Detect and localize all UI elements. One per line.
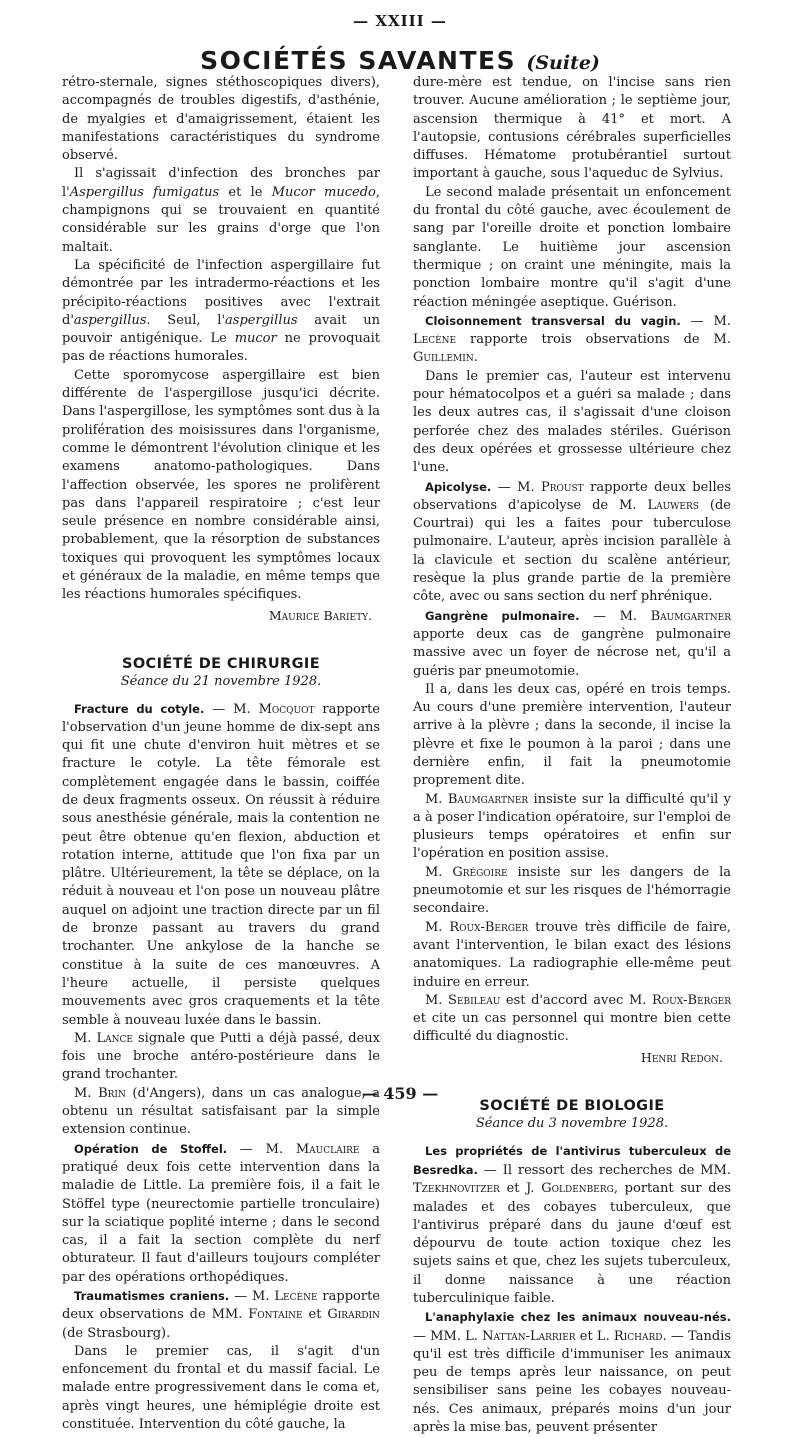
topic-keyword: L'anaphylaxie chez les animaux nouveau-nés. <box>425 1310 731 1325</box>
paragraph: Opération de Stoffel. — M. Mauclaire a pratiqué deux fois cette intervention dans la maladie de Little. La première fois, il a fait le Stöffel type (neurectomie partielle tronculaire) sur la sciatique poplité interne ; dans le second cas, il a fait la section complète du nerf obturateur. Il faut d'ailleurs toujours compléter par des opérations orthopédiques. <box>62 1141 380 1285</box>
paragraph: Cette sporomycose aspergillaire est bien différente de l'aspergillose jusqu'ici décrite. Dans l'aspergillose, les symptômes sont dus à la prolifération des moisissures dans l'organisme, comme le démontrent l'évolution clinique et les examens anatomo-pathologiques. Dans l'affection observée, les spores ne prolifèrent pas dans l'appareil respiratoire ; c'est leur seule présence en nombre considérable ainsi, probablement, que la résorption de substances toxiques qui provoquent les symptômes locaux et généraux de la maladie, en même temps que les réactions humorales spécifiques. <box>62 367 380 603</box>
topic-keyword: Apicolyse. <box>425 479 492 494</box>
section-heading: SOCIÉTÉ DE BIOLOGIE <box>479 1098 665 1115</box>
page-number: — 459 — <box>361 1084 439 1103</box>
paragraph: La spécificité de l'infection aspergillaire fut démontrée par les intradermo-réactions et les précipito-réactions positives avec l'extrait d'aspergillus. Seul, l'aspergillus avait un pouvoir antigénique. Le mucor ne provoquait pas de réactions humorales. <box>62 257 380 365</box>
paragraph: Apicolyse. — M. Proust rapporte deux belles observations d'apicolyse de M. Lauwers (de Courtrai) qui les a faites pour tuberculose pulmonaire. L'auteur, après incision parallèle à la clavicule et section du scalène antérieur, resèque la plus grande partie de la première côte, avec ou sans section du nerf phrénique. <box>413 479 731 605</box>
topic-keyword: Opération de Stoffel. <box>74 1141 228 1156</box>
paragraph: M. Roux-Berger trouve très difficile de faire, avant l'intervention, le bilan exact des lésions anatomiques. La radiographie elle-même peut induire en erreur. <box>413 919 732 990</box>
paragraph: Dans le premier cas, il s'agit d'un enfoncement du frontal et du massif facial. Le malade entre progressivement dans le coma et, après vingt heures, une hémiplégie droite est constituée. Intervention du côté gauche, la <box>62 1343 380 1433</box>
left-column <box>62 74 380 1434</box>
paragraph: Fracture du cotyle. — M. Mocquot rapporte l'observation d'un jeune homme de dix-sept ans qui fit une chute d'environ huit mètres et se fracture le cotyle. La tête fémorale est complètement engagée dans le bassin, coiffée de deux fragments osseux. On réussit à réduire sous anesthésie générale, mais la contention ne peut être obtenue qu'en flexion, abduction et rotation interne, attitude que l'on fixa par un plâtre. Ultérieurement, la tête se déplace, on la réduit à nouveau et l'on pose un nouveau plâtre auquel on adjoint une traction directe par un fil de bronze passant au travers du grand trochanter. Une ankylose de la hanche se constitue à la suite de ces manœuvres. A l'heure actuelle, il persiste quelques mouvements avec gros craquements et la tête semble à nouveau luxée dans le bassin. <box>62 701 380 1028</box>
topic-keyword: Fracture du cotyle. <box>74 701 205 716</box>
paragraph: M. Brin (d'Angers), dans un cas analogue, a obtenu un résultat satisfaisant par la simple extension continue. <box>62 1085 381 1138</box>
topic-keyword: Gangrène pulmonaire. <box>425 608 580 623</box>
paragraph: Les propriétés de l'antivirus tuberculeux de Besredka. — Il ressort des recherches de MM. Tzekhnovitzer et J. Goldenberg, portant sur des malades et des cobayes tuberculeux, que l'antivirus préparé dans du jaune d'œuf est dépourvu de toute action toxique chez les sujets sains et que, chez les sujets tuberculeux, il donne naissance à une réaction tuberculinique faible. <box>413 1143 731 1306</box>
paragraph: M. Lance signale que Putti a déjà passé, deux fois une broche antéro-postérieure dans le grand trochanter. <box>62 1030 381 1083</box>
paragraph: L'anaphylaxie chez les animaux nouveau-nés. — MM. L. Nattan-Larrier et L. Richard. — Tandis qu'il est très difficile d'immuniser les animaux peu de temps après leur naissance, on peut sensibiliser sans peine les cobayes nouveau-nés. Ces animaux, préparés moins d'un jour après la mise bas, peuvent présenter <box>413 1310 731 1436</box>
paragraph: M. Grégoire insiste sur les dangers de la pneumotomie et sur les risques de l'hémorragie secondaire. <box>413 864 732 917</box>
paragraph: dure-mère est tendue, on l'incise sans rien trouver. Aucune amélioration ; le septième jour, ascension thermique à 41° et mort. A l'autopsie, contusions cérébrales superficielles diffuses. Hématome protubérantiel surtout important à gauche, sous l'aqueduc de Sylvius. <box>413 75 731 182</box>
paragraph: Cloisonnement transversal du vagin. — M. Lecène rapporte trois observations de M. Guillemin. <box>413 313 731 366</box>
roman-page-number: — XXIII — <box>353 12 447 30</box>
author-signature: Henri Redon. <box>640 1049 723 1065</box>
section-heading: SOCIÉTÉ DE CHIRURGIE <box>121 655 321 672</box>
right-column <box>413 74 731 1437</box>
running-title-text: SOCIÉTÉS SAVANTES <box>200 46 517 75</box>
running-title-suffix: (Suite) <box>526 52 600 74</box>
paragraph: rétro-sternale, signes stéthoscopiques divers), accompagnés de troubles digestifs, d'asthénie, de myalgies et d'amaigrissement, étaient les manifestations caractéristiques du syndrome observé. <box>62 75 380 164</box>
session-date: Séance du 21 novembre 1928. <box>120 674 322 690</box>
author-signature: Maurice Bariety. <box>268 607 372 623</box>
paragraph: Le second malade présentait un enfoncement du frontal du côté gauche, avec écoulement de sang par l'oreille droite et ponction lombaire sanglante. Le huitième jour ascension thermique ; on craint une méningite, mais la ponction lombaire montre qu'il s'agit d'une réaction méningée aseptique. Guérison. <box>413 184 731 310</box>
running-title <box>0 46 800 75</box>
paragraph: Dans le premier cas, l'auteur est intervenu pour hématocolpos et a guéri sa malade ; dans les deux autres cas, il s'agissait d'une cloison perforée chez des malades stériles. Guérison des deux opérées et grossesse ultérieure chez l'une. <box>413 368 731 476</box>
topic-keyword: Cloisonnement transversal du vagin. <box>425 313 681 328</box>
paragraph: Traumatismes craniens. — M. Lecène rapporte deux observations de MM. Fontaine et Girardin (de Strasbourg). <box>62 1289 380 1341</box>
paragraph: Il a, dans les deux cas, opéré en trois temps. Au cours d'une première intervention, l'auteur arrive à la plèvre ; dans la seconde, il incise la plèvre et fixe le poumon à la paroi ; dans une dernière enfin, il fait la pneumotomie proprement dite. <box>413 681 731 789</box>
paragraph: M. Baumgartner insiste sur la difficulté qu'il y a à poser l'indication opératoire, sur l'emploi de plusieurs temps opératoires et enfin sur l'opération en position assise. <box>413 791 731 862</box>
paragraph: Il s'agissait d'infection des bronches par l'Aspergillus fumigatus et le Mucor mucedo, champignons qui se trouvaient en quantité considérable sur les grains d'orge que l'on maltait. <box>62 166 380 255</box>
paragraph: Gangrène pulmonaire. — M. Baumgartner apporte deux cas de gangrène pulmonaire massive avec un foyer de nécrose net, qu'il a guéris par pneumotomie. <box>413 608 731 679</box>
session-date: Séance du 3 novembre 1928. <box>475 1116 669 1132</box>
topic-keyword: Les propriétés de l'antivirus tuberculeux de Besredka. <box>413 1143 731 1177</box>
paragraph: M. Sebileau est d'accord avec M. Roux-Berger et cite un cas personnel qui montre bien cette difficulté du diagnostic. <box>413 992 731 1045</box>
topic-keyword: Traumatismes craniens. <box>74 1289 230 1303</box>
